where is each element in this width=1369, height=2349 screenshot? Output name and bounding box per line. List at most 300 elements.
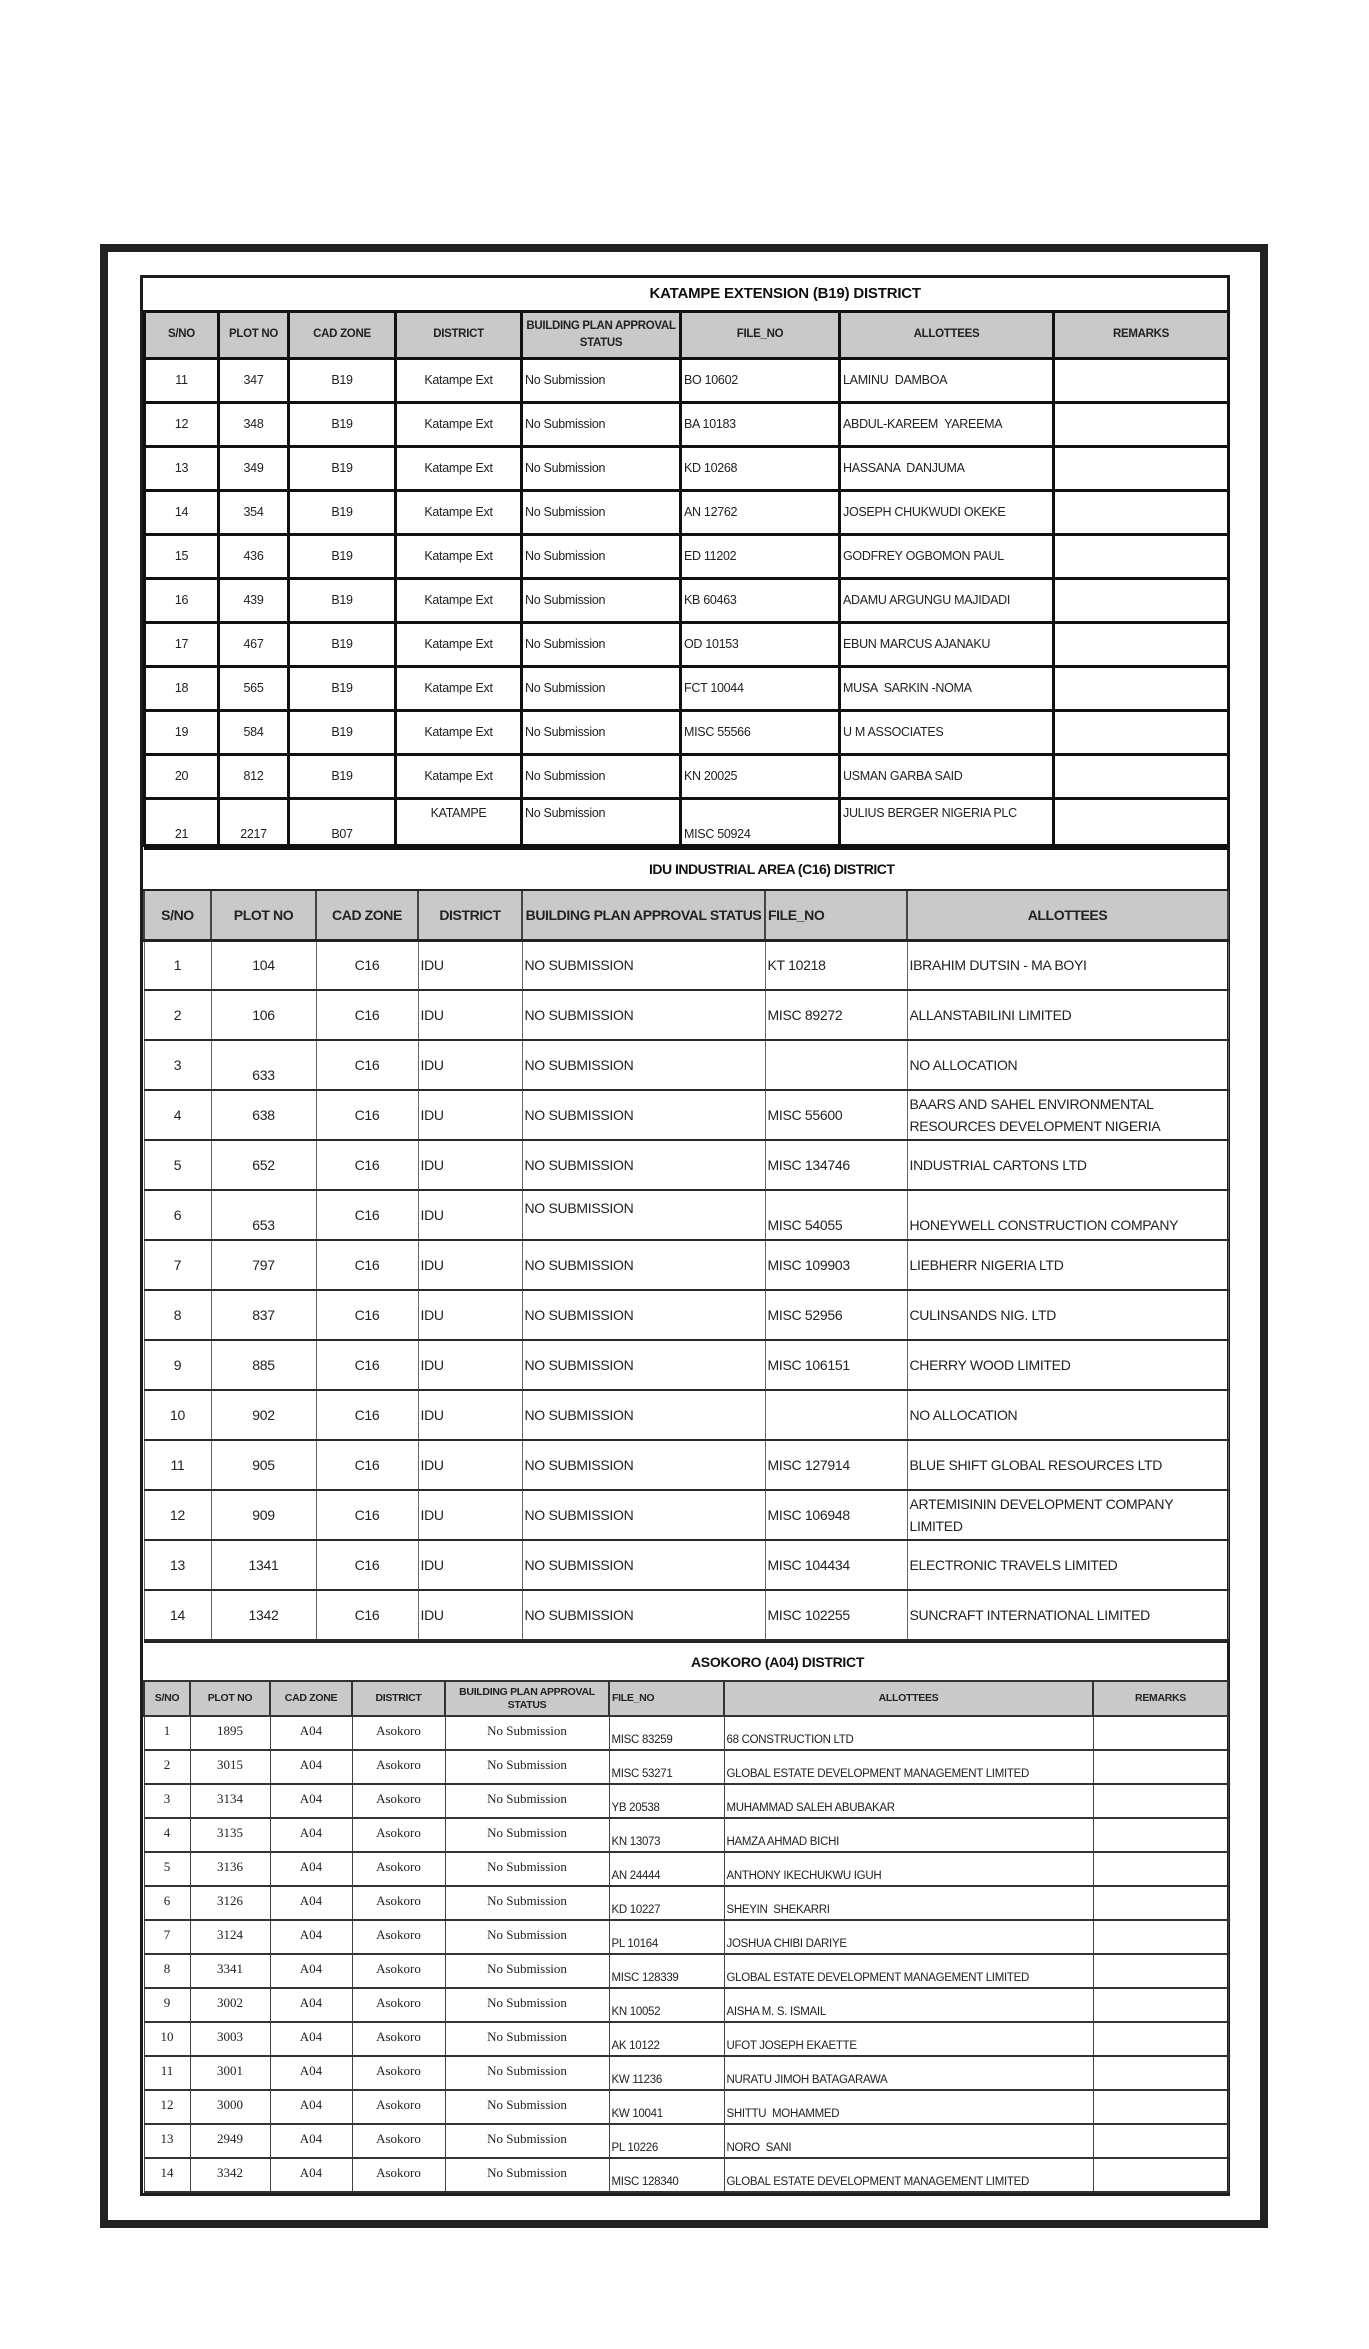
table-row: [144, 1390, 1228, 1440]
allottees-cell: CULINSANDS NIG. LTD: [907, 1290, 1228, 1340]
file-no-cell: MISC 106948: [765, 1490, 907, 1540]
file-no-cell: OD 10153: [681, 622, 840, 666]
approval-status-cell: NO SUBMISSION: [522, 990, 765, 1040]
allottees-cell: NO ALLOCATION: [907, 1040, 1228, 1090]
file-no-cell: MISC 55566: [681, 710, 840, 754]
table-row: [145, 666, 1229, 710]
district-cell: IDU: [418, 1140, 522, 1190]
district-cell: Asokoro: [352, 1750, 445, 1784]
district-cell: Asokoro: [352, 2090, 445, 2124]
approval-status-cell: NO SUBMISSION: [522, 1340, 765, 1390]
cad-zone-cell: C16: [316, 1240, 418, 1290]
sno-cell: 16: [145, 578, 219, 622]
district-cell: Katampe Ext: [396, 578, 522, 622]
cad-zone-cell: A04: [270, 1988, 352, 2022]
allottees-cell: SUNCRAFT INTERNATIONAL LIMITED: [907, 1590, 1228, 1640]
allottees-cell: MUHAMMAD SALEH ABUBAKAR: [724, 1784, 1093, 1818]
cad-zone-cell: B19: [289, 578, 396, 622]
table-row: [144, 1190, 1228, 1240]
header-cad-zone: CAD ZONE: [316, 890, 418, 940]
allottees-cell: HAMZA AHMAD BICHI: [724, 1818, 1093, 1852]
approval-status-cell: No Submission: [445, 1920, 609, 1954]
approval-status-cell: NO SUBMISSION: [522, 1040, 765, 1090]
allottees-cell: NURATU JIMOH BATAGARAWA: [724, 2056, 1093, 2090]
district-cell: IDU: [418, 1540, 522, 1590]
header-district: DISTRICT: [418, 890, 522, 940]
sno-cell: 2: [144, 1750, 190, 1784]
approval-status-cell: No Submission: [522, 666, 681, 710]
sno-cell: 10: [144, 2022, 190, 2056]
file-no-cell: PL 10226: [609, 2124, 724, 2158]
sno-cell: 6: [144, 1886, 190, 1920]
district-cell: Asokoro: [352, 2056, 445, 2090]
cad-zone-cell: A04: [270, 2158, 352, 2192]
approval-status-cell: No Submission: [445, 1886, 609, 1920]
allocation-document: [140, 275, 1230, 2196]
file-no-cell: MISC 109903: [765, 1240, 907, 1290]
file-no-cell: KN 20025: [681, 754, 840, 798]
district-cell: IDU: [418, 990, 522, 1040]
approval-status-cell: No Submission: [445, 1818, 609, 1852]
table-row: [144, 2090, 1228, 2124]
remarks-cell: [1054, 622, 1229, 666]
approval-status-cell: No Submission: [522, 358, 681, 402]
approval-status-cell: NO SUBMISSION: [522, 1590, 765, 1640]
sno-cell: 1: [144, 940, 211, 990]
table-row: [145, 490, 1229, 534]
remarks-cell: [1093, 2056, 1228, 2090]
table-row: [144, 2056, 1228, 2090]
sno-cell: 11: [144, 2056, 190, 2090]
cad-zone-cell: A04: [270, 1818, 352, 1852]
district-cell: IDU: [418, 1040, 522, 1090]
cad-zone-cell: B07: [289, 798, 396, 845]
remarks-cell: [1054, 534, 1229, 578]
file-no-cell: MISC 127914: [765, 1440, 907, 1490]
district-cell: Asokoro: [352, 1784, 445, 1818]
remarks-cell: [1093, 1988, 1228, 2022]
allottees-cell: AISHA M. S. ISMAIL: [724, 1988, 1093, 2022]
plot-no-cell: 812: [219, 754, 289, 798]
table-row: [144, 1852, 1228, 1886]
sno-cell: 21: [145, 798, 219, 845]
sno-cell: 14: [144, 2158, 190, 2192]
sno-cell: 3: [144, 1040, 211, 1090]
allottees-cell: ABDUL-KAREEM YAREEMA: [840, 402, 1054, 446]
allottees-cell: IBRAHIM DUTSIN - MA BOYI: [907, 940, 1228, 990]
file-no-cell: [765, 1040, 907, 1090]
sno-cell: 4: [144, 1090, 211, 1140]
remarks-cell: [1054, 402, 1229, 446]
allottees-cell: EBUN MARCUS AJANAKU: [840, 622, 1054, 666]
file-no-cell: MISC 50924: [681, 798, 840, 845]
file-no-cell: [765, 1390, 907, 1440]
cad-zone-cell: C16: [316, 1190, 418, 1240]
cad-zone-cell: A04: [270, 1852, 352, 1886]
remarks-cell: [1054, 490, 1229, 534]
allottees-cell: LAMINU DAMBOA: [840, 358, 1054, 402]
remarks-cell: [1093, 1954, 1228, 1988]
file-no-cell: KW 11236: [609, 2056, 724, 2090]
district-cell: IDU: [418, 1190, 522, 1240]
plot-no-cell: 3136: [190, 1852, 270, 1886]
remarks-cell: [1054, 710, 1229, 754]
file-no-cell: KB 60463: [681, 578, 840, 622]
file-no-cell: BO 10602: [681, 358, 840, 402]
header-row: [145, 311, 1229, 358]
header-approval-status: BUILDING PLAN APPROVAL STATUS: [445, 1681, 609, 1716]
remarks-cell: [1093, 1716, 1228, 1750]
plot-no-cell: 1895: [190, 1716, 270, 1750]
district-cell: Katampe Ext: [396, 754, 522, 798]
approval-status-cell: No Submission: [445, 1784, 609, 1818]
cad-zone-cell: A04: [270, 2056, 352, 2090]
remarks-cell: [1054, 358, 1229, 402]
plot-no-cell: 439: [219, 578, 289, 622]
plot-no-cell: 1342: [211, 1590, 316, 1640]
idu-rows: [144, 940, 1228, 1640]
allottees-cell: LIEBHERR NIGERIA LTD: [907, 1240, 1228, 1290]
table-row: [144, 990, 1228, 1040]
sno-cell: 5: [144, 1852, 190, 1886]
allottees-cell: JOSEPH CHUKWUDI OKEKE: [840, 490, 1054, 534]
table-row: [144, 1954, 1228, 1988]
file-no-cell: PL 10164: [609, 1920, 724, 1954]
sno-cell: 5: [144, 1140, 211, 1190]
file-no-cell: MISC 54055: [765, 1190, 907, 1240]
plot-no-cell: 3001: [190, 2056, 270, 2090]
file-no-cell: MISC 134746: [765, 1140, 907, 1190]
header-remarks: REMARKS: [1093, 1681, 1228, 1716]
file-no-cell: MISC 89272: [765, 990, 907, 1040]
idu-industrial-area-table: [143, 847, 1229, 1642]
cad-zone-cell: C16: [316, 1590, 418, 1640]
district-cell: KATAMPE: [396, 798, 522, 845]
cad-zone-cell: C16: [316, 1340, 418, 1390]
remarks-cell: [1093, 1784, 1228, 1818]
header-row: [144, 890, 1228, 940]
cad-zone-cell: B19: [289, 358, 396, 402]
district-cell: IDU: [418, 1090, 522, 1140]
district-cell: Katampe Ext: [396, 622, 522, 666]
table-row: [144, 1886, 1228, 1920]
sno-cell: 2: [144, 990, 211, 1040]
allottees-cell: 68 CONSTRUCTION LTD: [724, 1716, 1093, 1750]
district-cell: Asokoro: [352, 2022, 445, 2056]
table-row: [145, 578, 1229, 622]
file-no-cell: MISC 83259: [609, 1716, 724, 1750]
file-no-cell: BA 10183: [681, 402, 840, 446]
header-district: DISTRICT: [396, 311, 522, 358]
remarks-cell: [1054, 666, 1229, 710]
header-file-no: FILE_NO: [765, 890, 907, 940]
plot-no-cell: 348: [219, 402, 289, 446]
sno-cell: 10: [144, 1390, 211, 1440]
cad-zone-cell: B19: [289, 446, 396, 490]
file-no-cell: AN 24444: [609, 1852, 724, 1886]
header-sno: S/NO: [144, 1681, 190, 1716]
plot-no-cell: 3135: [190, 1818, 270, 1852]
sno-cell: 15: [145, 534, 219, 578]
cad-zone-cell: C16: [316, 990, 418, 1040]
plot-no-cell: 3000: [190, 2090, 270, 2124]
remarks-cell: [1093, 2022, 1228, 2056]
district-cell: Asokoro: [352, 2124, 445, 2158]
sno-cell: 12: [145, 402, 219, 446]
sno-cell: 13: [144, 1540, 211, 1590]
cad-zone-cell: A04: [270, 2090, 352, 2124]
district-cell: Asokoro: [352, 2158, 445, 2192]
approval-status-cell: NO SUBMISSION: [522, 1240, 765, 1290]
remarks-cell: [1054, 754, 1229, 798]
file-no-cell: MISC 104434: [765, 1540, 907, 1590]
remarks-cell: [1093, 1750, 1228, 1784]
allottees-cell: ARTEMISININ DEVELOPMENT COMPANY LIMITED: [907, 1490, 1228, 1540]
remarks-cell: [1093, 2090, 1228, 2124]
header-allottees: ALLOTTEES: [840, 311, 1054, 358]
sno-cell: 13: [145, 446, 219, 490]
approval-status-cell: No Submission: [445, 1954, 609, 1988]
district-cell: IDU: [418, 1340, 522, 1390]
file-no-cell: MISC 128340: [609, 2158, 724, 2192]
cad-zone-cell: A04: [270, 1750, 352, 1784]
remarks-cell: [1093, 1920, 1228, 1954]
section-title: IDU INDUSTRIAL AREA (C16) DISTRICT: [144, 848, 1228, 890]
plot-no-cell: 347: [219, 358, 289, 402]
table-row: [145, 446, 1229, 490]
cad-zone-cell: C16: [316, 1040, 418, 1090]
cad-zone-cell: A04: [270, 1784, 352, 1818]
remarks-cell: [1093, 1852, 1228, 1886]
allottees-cell: ALLANSTABILINI LIMITED: [907, 990, 1228, 1040]
district-cell: Asokoro: [352, 1920, 445, 1954]
plot-no-cell: 902: [211, 1390, 316, 1440]
cad-zone-cell: A04: [270, 2022, 352, 2056]
file-no-cell: MISC 102255: [765, 1590, 907, 1640]
district-cell: Asokoro: [352, 1954, 445, 1988]
cad-zone-cell: C16: [316, 1540, 418, 1590]
cad-zone-cell: A04: [270, 1886, 352, 1920]
sno-cell: 9: [144, 1340, 211, 1390]
sno-cell: 7: [144, 1920, 190, 1954]
file-no-cell: MISC 106151: [765, 1340, 907, 1390]
table-row: [144, 1716, 1228, 1750]
sno-cell: 12: [144, 1490, 211, 1540]
cad-zone-cell: B19: [289, 490, 396, 534]
allottees-cell: GLOBAL ESTATE DEVELOPMENT MANAGEMENT LIMITED: [724, 1954, 1093, 1988]
table-row: [145, 402, 1229, 446]
plot-no-cell: 3003: [190, 2022, 270, 2056]
allottees-cell: MUSA SARKIN -NOMA: [840, 666, 1054, 710]
table-row: [144, 1090, 1228, 1140]
table-row: [145, 710, 1229, 754]
approval-status-cell: No Submission: [445, 1716, 609, 1750]
allottees-cell: GLOBAL ESTATE DEVELOPMENT MANAGEMENT LIMITED: [724, 2158, 1093, 2192]
plot-no-cell: 3015: [190, 1750, 270, 1784]
sno-cell: 13: [144, 2124, 190, 2158]
plot-no-cell: 106: [211, 990, 316, 1040]
cad-zone-cell: C16: [316, 1290, 418, 1340]
approval-status-cell: No Submission: [522, 578, 681, 622]
district-cell: Katampe Ext: [396, 358, 522, 402]
header-approval-status: BUILDING PLAN APPROVAL STATUS: [522, 311, 681, 358]
header-remarks: REMARKS: [1054, 311, 1229, 358]
district-cell: IDU: [418, 1590, 522, 1640]
plot-no-cell: 909: [211, 1490, 316, 1540]
approval-status-cell: No Submission: [522, 798, 681, 845]
plot-no-cell: 584: [219, 710, 289, 754]
sno-cell: 17: [145, 622, 219, 666]
table-row: [145, 358, 1229, 402]
table-row: [144, 1784, 1228, 1818]
plot-no-cell: 354: [219, 490, 289, 534]
header-sno: S/NO: [145, 311, 219, 358]
file-no-cell: ED 11202: [681, 534, 840, 578]
file-no-cell: KD 10268: [681, 446, 840, 490]
sno-cell: 12: [144, 2090, 190, 2124]
plot-no-cell: 3126: [190, 1886, 270, 1920]
allottees-cell: ANTHONY IKECHUKWU IGUH: [724, 1852, 1093, 1886]
allottees-cell: INDUSTRIAL CARTONS LTD: [907, 1140, 1228, 1190]
allottees-cell: USMAN GARBA SAID: [840, 754, 1054, 798]
file-no-cell: AN 12762: [681, 490, 840, 534]
approval-status-cell: No Submission: [445, 2124, 609, 2158]
header-plot-no: PLOT NO: [211, 890, 316, 940]
district-cell: Katampe Ext: [396, 490, 522, 534]
plot-no-cell: 436: [219, 534, 289, 578]
table-row: [144, 1750, 1228, 1784]
table-row: [144, 1340, 1228, 1390]
sno-cell: 7: [144, 1240, 211, 1290]
cad-zone-cell: B19: [289, 402, 396, 446]
approval-status-cell: No Submission: [445, 2158, 609, 2192]
approval-status-cell: No Submission: [522, 490, 681, 534]
approval-status-cell: No Submission: [445, 2056, 609, 2090]
file-no-cell: KD 10227: [609, 1886, 724, 1920]
header-allottees: ALLOTTEES: [724, 1681, 1093, 1716]
approval-status-cell: No Submission: [522, 754, 681, 798]
cad-zone-cell: B19: [289, 622, 396, 666]
cad-zone-cell: A04: [270, 1954, 352, 1988]
approval-status-cell: NO SUBMISSION: [522, 1090, 765, 1140]
header-plot-no: PLOT NO: [219, 311, 289, 358]
table-row: [144, 1540, 1228, 1590]
allottees-cell: GODFREY OGBOMON PAUL: [840, 534, 1054, 578]
allottees-cell: JOSHUA CHIBI DARIYE: [724, 1920, 1093, 1954]
allottees-cell: U M ASSOCIATES: [840, 710, 1054, 754]
district-cell: Katampe Ext: [396, 446, 522, 490]
approval-status-cell: No Submission: [445, 1852, 609, 1886]
sno-cell: 8: [144, 1290, 211, 1340]
allottees-cell: HASSANA DANJUMA: [840, 446, 1054, 490]
file-no-cell: KN 13073: [609, 1818, 724, 1852]
table-row: [144, 1240, 1228, 1290]
approval-status-cell: NO SUBMISSION: [522, 1540, 765, 1590]
sno-cell: 18: [145, 666, 219, 710]
katampe-rows: [145, 358, 1229, 845]
sno-cell: 14: [145, 490, 219, 534]
remarks-cell: [1093, 2124, 1228, 2158]
allottees-cell: ELECTRONIC TRAVELS LIMITED: [907, 1540, 1228, 1590]
sno-cell: 14: [144, 1590, 211, 1640]
sno-cell: 19: [145, 710, 219, 754]
district-cell: Asokoro: [352, 1716, 445, 1750]
file-no-cell: MISC 52956: [765, 1290, 907, 1340]
approval-status-cell: No Submission: [445, 2090, 609, 2124]
allottees-cell: JULIUS BERGER NIGERIA PLC: [840, 798, 1054, 845]
plot-no-cell: 3002: [190, 1988, 270, 2022]
approval-status-cell: NO SUBMISSION: [522, 1190, 765, 1240]
district-cell: Katampe Ext: [396, 666, 522, 710]
header-district: DISTRICT: [352, 1681, 445, 1716]
katampe-extension-table: [143, 278, 1230, 847]
header-file-no: FILE_NO: [681, 311, 840, 358]
table-row: [144, 1818, 1228, 1852]
remarks-cell: [1093, 2158, 1228, 2192]
table-row: [145, 534, 1229, 578]
table-row: [144, 1920, 1228, 1954]
district-cell: IDU: [418, 1440, 522, 1490]
sno-cell: 11: [144, 1440, 211, 1490]
plot-no-cell: 2949: [190, 2124, 270, 2158]
table-row: [144, 940, 1228, 990]
approval-status-cell: No Submission: [522, 534, 681, 578]
district-cell: IDU: [418, 1240, 522, 1290]
district-cell: IDU: [418, 1490, 522, 1540]
file-no-cell: AK 10122: [609, 2022, 724, 2056]
district-cell: Katampe Ext: [396, 534, 522, 578]
table-row: [144, 2022, 1228, 2056]
approval-status-cell: No Submission: [522, 710, 681, 754]
approval-status-cell: NO SUBMISSION: [522, 1490, 765, 1540]
allottees-cell: CHERRY WOOD LIMITED: [907, 1340, 1228, 1390]
allottees-cell: GLOBAL ESTATE DEVELOPMENT MANAGEMENT LIMITED: [724, 1750, 1093, 1784]
sno-cell: 11: [145, 358, 219, 402]
plot-no-cell: 3124: [190, 1920, 270, 1954]
table-row: [144, 2158, 1228, 2192]
approval-status-cell: No Submission: [522, 622, 681, 666]
asokoro-table: [143, 1641, 1229, 2193]
sno-cell: 1: [144, 1716, 190, 1750]
plot-no-cell: 653: [211, 1190, 316, 1240]
header-cad-zone: CAD ZONE: [289, 311, 396, 358]
asokoro-rows: [144, 1716, 1228, 2192]
cad-zone-cell: A04: [270, 1716, 352, 1750]
cad-zone-cell: C16: [316, 1390, 418, 1440]
file-no-cell: YB 20538: [609, 1784, 724, 1818]
sno-cell: 3: [144, 1784, 190, 1818]
allottees-cell: NO ALLOCATION: [907, 1390, 1228, 1440]
cad-zone-cell: C16: [316, 940, 418, 990]
plot-no-cell: 104: [211, 940, 316, 990]
allottees-cell: SHITTU MOHAMMED: [724, 2090, 1093, 2124]
table-row: [145, 754, 1229, 798]
approval-status-cell: No Submission: [522, 446, 681, 490]
cad-zone-cell: C16: [316, 1140, 418, 1190]
plot-no-cell: 3134: [190, 1784, 270, 1818]
cad-zone-cell: A04: [270, 1920, 352, 1954]
allottees-cell: SHEYIN SHEKARRI: [724, 1886, 1093, 1920]
cad-zone-cell: B19: [289, 666, 396, 710]
table-row: [144, 1440, 1228, 1490]
remarks-cell: [1054, 798, 1229, 845]
district-cell: IDU: [418, 1290, 522, 1340]
plot-no-cell: 1341: [211, 1540, 316, 1590]
header-plot-no: PLOT NO: [190, 1681, 270, 1716]
allottees-cell: UFOT JOSEPH EKAETTE: [724, 2022, 1093, 2056]
district-cell: Asokoro: [352, 1818, 445, 1852]
cad-zone-cell: C16: [316, 1440, 418, 1490]
